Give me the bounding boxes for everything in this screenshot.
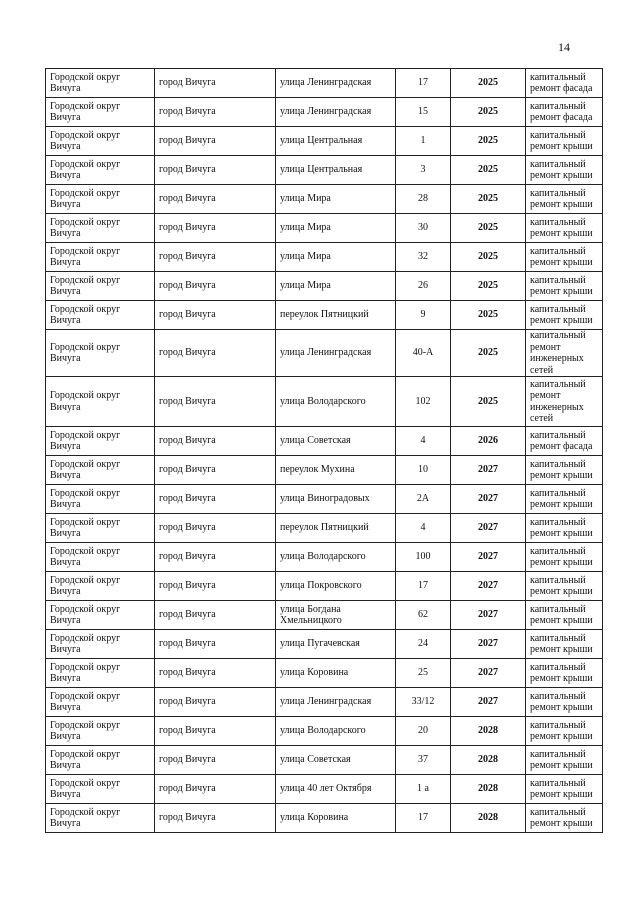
street-cell: улица Коровина	[276, 804, 396, 833]
house-number-cell: 3	[396, 156, 451, 185]
year-cell: 2025	[451, 377, 526, 427]
city-cell: город Вичуга	[155, 688, 276, 717]
district-cell: Городской округ Вичуга	[46, 214, 155, 243]
year-cell: 2027	[451, 601, 526, 630]
city-cell: город Вичуга	[155, 543, 276, 572]
street-cell: улица Ленинградская	[276, 98, 396, 127]
table-row	[46, 688, 603, 717]
work-type-cell: капитальный ремонт крыши	[526, 804, 603, 833]
house-number-cell: 17	[396, 572, 451, 601]
year-cell: 2025	[451, 243, 526, 272]
work-type-cell: капитальный ремонт крыши	[526, 185, 603, 214]
year-cell: 2028	[451, 746, 526, 775]
work-type-cell: капитальный ремонт крыши	[526, 688, 603, 717]
house-number-cell: 10	[396, 456, 451, 485]
district-cell: Городской округ Вичуга	[46, 601, 155, 630]
district-cell: Городской округ Вичуга	[46, 746, 155, 775]
city-cell: город Вичуга	[155, 601, 276, 630]
house-number-cell: 25	[396, 659, 451, 688]
year-cell: 2025	[451, 214, 526, 243]
work-type-cell: капитальный ремонт крыши	[526, 272, 603, 301]
street-cell: улица Коровина	[276, 659, 396, 688]
district-cell: Городской округ Вичуга	[46, 427, 155, 456]
work-type-cell: капитальный ремонт крыши	[526, 717, 603, 746]
district-cell: Городской округ Вичуга	[46, 717, 155, 746]
table-row	[46, 185, 603, 214]
city-cell: город Вичуга	[155, 377, 276, 427]
district-cell: Городской округ Вичуга	[46, 456, 155, 485]
work-type-cell: капитальный ремонт крыши	[526, 659, 603, 688]
city-cell: город Вичуга	[155, 514, 276, 543]
city-cell: город Вичуга	[155, 185, 276, 214]
table-row	[46, 659, 603, 688]
table-row	[46, 485, 603, 514]
district-cell: Городской округ Вичуга	[46, 98, 155, 127]
street-cell: улица Мира	[276, 214, 396, 243]
table-row	[46, 804, 603, 833]
work-type-cell: капитальный ремонт крыши	[526, 456, 603, 485]
year-cell: 2027	[451, 485, 526, 514]
table-row	[46, 630, 603, 659]
table-row	[46, 156, 603, 185]
year-cell: 2027	[451, 456, 526, 485]
district-cell: Городской округ Вичуга	[46, 330, 155, 377]
street-cell: улица Мира	[276, 272, 396, 301]
work-type-cell: капитальный ремонт крыши	[526, 514, 603, 543]
city-cell: город Вичуга	[155, 214, 276, 243]
work-type-cell: капитальный ремонт крыши	[526, 543, 603, 572]
street-cell: улица Мира	[276, 185, 396, 214]
city-cell: город Вичуга	[155, 485, 276, 514]
house-number-cell: 100	[396, 543, 451, 572]
district-cell: Городской округ Вичуга	[46, 688, 155, 717]
street-cell: улица Мира	[276, 243, 396, 272]
year-cell: 2025	[451, 156, 526, 185]
table-row	[46, 717, 603, 746]
house-number-cell: 17	[396, 804, 451, 833]
repair-schedule-table	[45, 68, 603, 833]
street-cell: улица Покровского	[276, 572, 396, 601]
city-cell: город Вичуга	[155, 69, 276, 98]
street-cell: улица 40 лет Октября	[276, 775, 396, 804]
district-cell: Городской округ Вичуга	[46, 485, 155, 514]
district-cell: Городской округ Вичуга	[46, 272, 155, 301]
year-cell: 2025	[451, 185, 526, 214]
year-cell: 2025	[451, 272, 526, 301]
table-row	[46, 214, 603, 243]
house-number-cell: 4	[396, 514, 451, 543]
house-number-cell: 32	[396, 243, 451, 272]
house-number-cell: 2А	[396, 485, 451, 514]
table-row	[46, 543, 603, 572]
street-cell: улица Богдана Хмельницкого	[276, 601, 396, 630]
work-type-cell: капитальный ремонт крыши	[526, 127, 603, 156]
work-type-cell: капитальный ремонт фасада	[526, 69, 603, 98]
street-cell: переулок Пятницкий	[276, 514, 396, 543]
year-cell: 2028	[451, 717, 526, 746]
work-type-cell: капитальный ремонт крыши	[526, 630, 603, 659]
work-type-cell: капитальный ремонт крыши	[526, 301, 603, 330]
year-cell: 2025	[451, 69, 526, 98]
district-cell: Городской округ Вичуга	[46, 543, 155, 572]
house-number-cell: 102	[396, 377, 451, 427]
table-row	[46, 330, 603, 377]
street-cell: улица Володарского	[276, 543, 396, 572]
work-type-cell: капитальный ремонт фасада	[526, 427, 603, 456]
city-cell: город Вичуга	[155, 775, 276, 804]
year-cell: 2027	[451, 514, 526, 543]
city-cell: город Вичуга	[155, 630, 276, 659]
work-type-cell: капитальный ремонт крыши	[526, 775, 603, 804]
district-cell: Городской округ Вичуга	[46, 156, 155, 185]
house-number-cell: 15	[396, 98, 451, 127]
table-row	[46, 301, 603, 330]
work-type-cell: капитальный ремонт фасада	[526, 98, 603, 127]
city-cell: город Вичуга	[155, 456, 276, 485]
district-cell: Городской округ Вичуга	[46, 301, 155, 330]
city-cell: город Вичуга	[155, 659, 276, 688]
city-cell: город Вичуга	[155, 804, 276, 833]
table-row	[46, 377, 603, 427]
city-cell: город Вичуга	[155, 330, 276, 377]
table-row	[46, 98, 603, 127]
table-row	[46, 272, 603, 301]
table-row	[46, 127, 603, 156]
city-cell: город Вичуга	[155, 301, 276, 330]
year-cell: 2027	[451, 688, 526, 717]
city-cell: город Вичуга	[155, 572, 276, 601]
house-number-cell: 24	[396, 630, 451, 659]
district-cell: Городской округ Вичуга	[46, 804, 155, 833]
work-type-cell: капитальный ремонт инженерных сетей	[526, 330, 603, 377]
house-number-cell: 20	[396, 717, 451, 746]
year-cell: 2025	[451, 301, 526, 330]
district-cell: Городской округ Вичуга	[46, 69, 155, 98]
work-type-cell: капитальный ремонт крыши	[526, 214, 603, 243]
work-type-cell: капитальный ремонт крыши	[526, 746, 603, 775]
year-cell: 2027	[451, 659, 526, 688]
house-number-cell: 62	[396, 601, 451, 630]
city-cell: город Вичуга	[155, 243, 276, 272]
city-cell: город Вичуга	[155, 127, 276, 156]
house-number-cell: 1	[396, 127, 451, 156]
house-number-cell: 33/12	[396, 688, 451, 717]
city-cell: город Вичуга	[155, 272, 276, 301]
street-cell: улица Советская	[276, 746, 396, 775]
house-number-cell: 26	[396, 272, 451, 301]
work-type-cell: капитальный ремонт инженерных сетей	[526, 377, 603, 427]
street-cell: улица Володарского	[276, 717, 396, 746]
year-cell: 2025	[451, 98, 526, 127]
street-cell: улица Советская	[276, 427, 396, 456]
street-cell: улица Пугачевская	[276, 630, 396, 659]
house-number-cell: 9	[396, 301, 451, 330]
table-row	[46, 514, 603, 543]
city-cell: город Вичуга	[155, 717, 276, 746]
city-cell: город Вичуга	[155, 98, 276, 127]
house-number-cell: 28	[396, 185, 451, 214]
year-cell: 2025	[451, 330, 526, 377]
table-row	[46, 746, 603, 775]
district-cell: Городской округ Вичуга	[46, 185, 155, 214]
year-cell: 2027	[451, 572, 526, 601]
house-number-cell: 17	[396, 69, 451, 98]
table-row	[46, 601, 603, 630]
house-number-cell: 4	[396, 427, 451, 456]
district-cell: Городской округ Вичуга	[46, 630, 155, 659]
street-cell: улица Ленинградская	[276, 688, 396, 717]
street-cell: переулок Мухина	[276, 456, 396, 485]
street-cell: переулок Пятницкий	[276, 301, 396, 330]
district-cell: Городской округ Вичуга	[46, 127, 155, 156]
table-row	[46, 775, 603, 804]
district-cell: Городской округ Вичуга	[46, 775, 155, 804]
city-cell: город Вичуга	[155, 427, 276, 456]
street-cell: улица Центральная	[276, 127, 396, 156]
year-cell: 2026	[451, 427, 526, 456]
district-cell: Городской округ Вичуга	[46, 514, 155, 543]
table-row	[46, 427, 603, 456]
house-number-cell: 30	[396, 214, 451, 243]
table-row	[46, 243, 603, 272]
district-cell: Городской округ Вичуга	[46, 572, 155, 601]
house-number-cell: 37	[396, 746, 451, 775]
city-cell: город Вичуга	[155, 156, 276, 185]
year-cell: 2025	[451, 127, 526, 156]
year-cell: 2028	[451, 775, 526, 804]
house-number-cell: 40-А	[396, 330, 451, 377]
page-number: 14	[558, 40, 570, 54]
street-cell: улица Ленинградская	[276, 69, 396, 98]
street-cell: улица Центральная	[276, 156, 396, 185]
work-type-cell: капитальный ремонт крыши	[526, 572, 603, 601]
table-row	[46, 456, 603, 485]
year-cell: 2027	[451, 543, 526, 572]
year-cell: 2027	[451, 630, 526, 659]
city-cell: город Вичуга	[155, 746, 276, 775]
year-cell: 2028	[451, 804, 526, 833]
table-body	[46, 69, 603, 833]
work-type-cell: капитальный ремонт крыши	[526, 601, 603, 630]
district-cell: Городской округ Вичуга	[46, 659, 155, 688]
street-cell: улица Виноградовых	[276, 485, 396, 514]
work-type-cell: капитальный ремонт крыши	[526, 485, 603, 514]
district-cell: Городской округ Вичуга	[46, 243, 155, 272]
street-cell: улица Володарского	[276, 377, 396, 427]
work-type-cell: капитальный ремонт крыши	[526, 156, 603, 185]
house-number-cell: 1 а	[396, 775, 451, 804]
work-type-cell: капитальный ремонт крыши	[526, 243, 603, 272]
table-row	[46, 69, 603, 98]
street-cell: улица Ленинградская	[276, 330, 396, 377]
district-cell: Городской округ Вичуга	[46, 377, 155, 427]
table-row	[46, 572, 603, 601]
